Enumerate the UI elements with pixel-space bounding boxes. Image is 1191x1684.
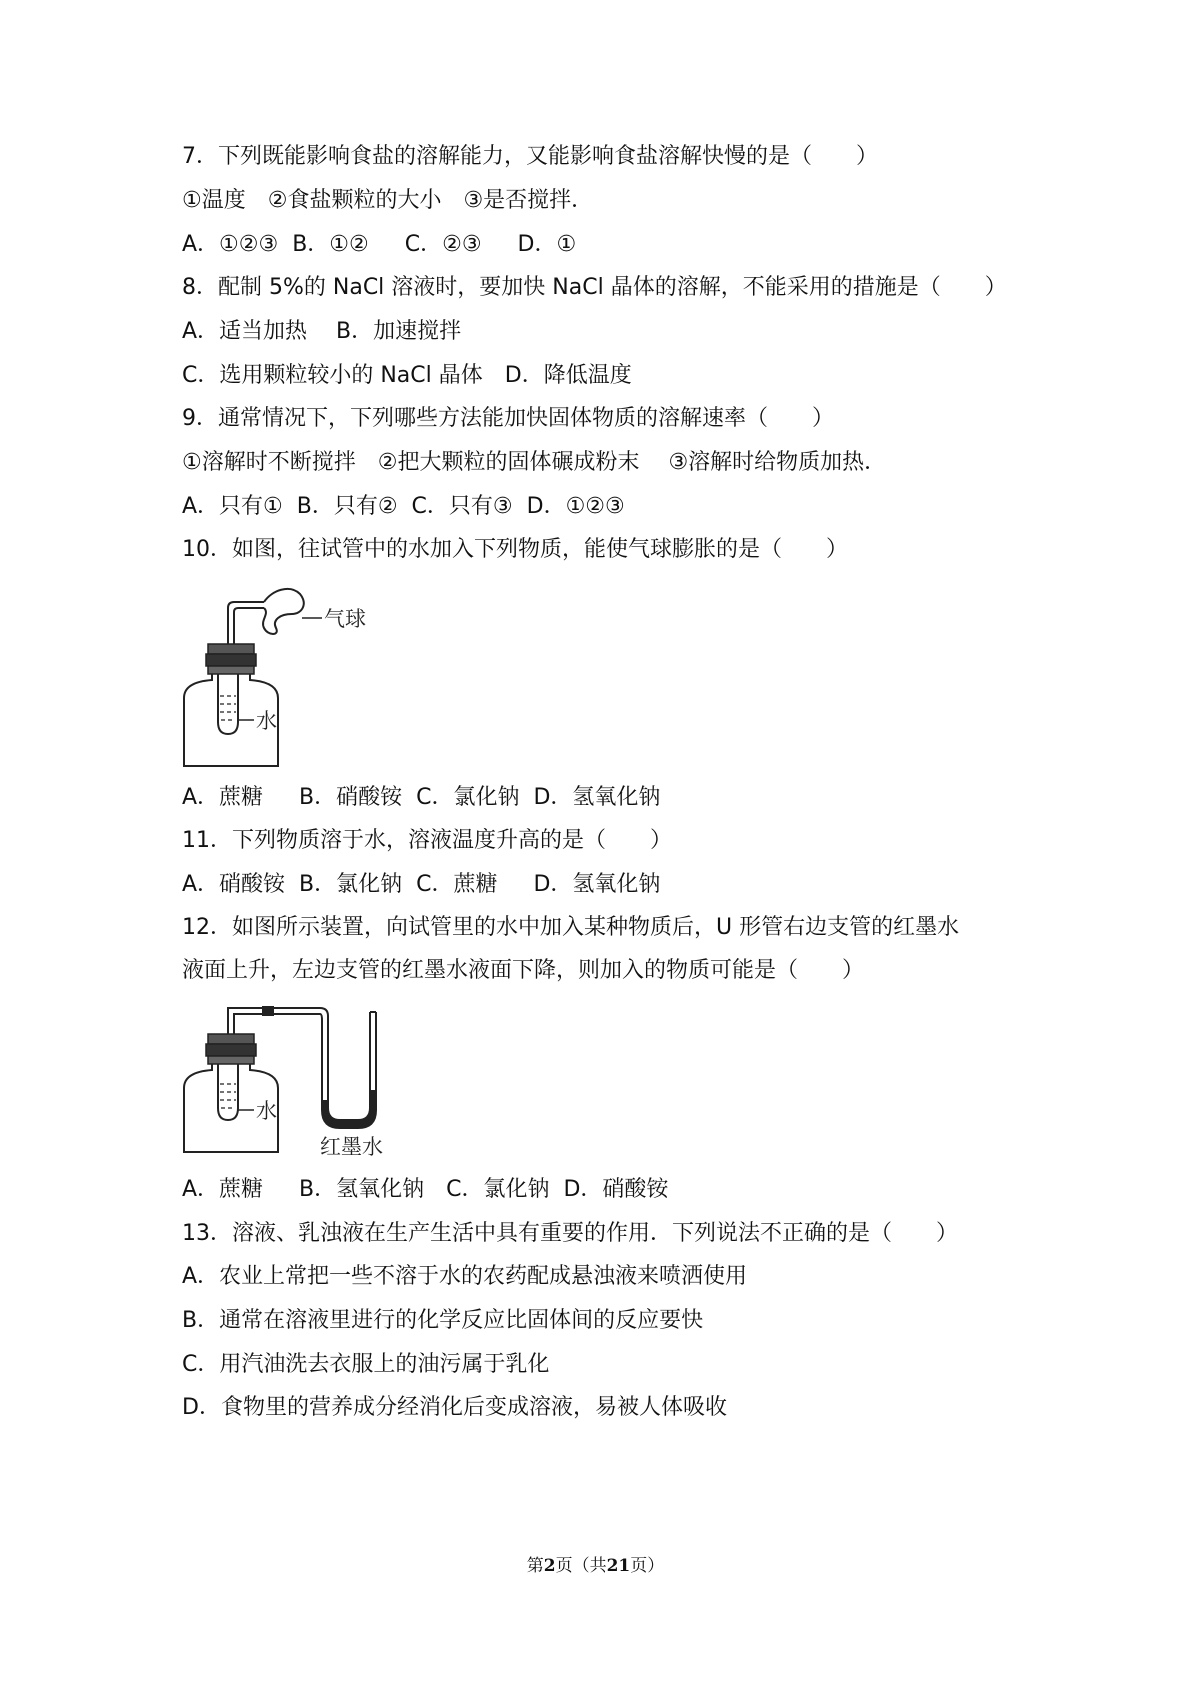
- q13-option-d: D．食物里的营养成分经消化后变成溶液，易被人体吸收: [182, 1395, 727, 1420]
- footer-prefix: 第: [526, 1556, 544, 1576]
- q8-stem: 8．配制 5%的 NaCl 溶液时，要加快 NaCl 晶体的溶解，不能采用的措施是（ ）: [182, 275, 1007, 300]
- q12-water-label: 水: [256, 1099, 277, 1123]
- q12-stem-line2: 液面上升，左边支管的红墨水液面下降，则加入的物质可能是（ ）: [182, 958, 865, 983]
- q12-options: A．蔗糖 B．氢氧化钠 C．氯化钠 D．硝酸铵: [182, 1177, 669, 1202]
- q13-stem: 13．溶液、乳浊液在生产生活中具有重要的作用．下列说法不正确的是（ ）: [182, 1221, 958, 1246]
- q13-option-c: C．用汽油洗去衣服上的油污属于乳化: [182, 1352, 550, 1377]
- q9-items: ①溶解时不断搅拌 ②把大颗粒的固体碾成粉末 ③溶解时给物质加热．: [182, 450, 887, 475]
- q11-options: A．硝酸铵 B．氯化钠 C．蔗糖 D．氢氧化钠: [182, 872, 661, 897]
- q8-options-cd: C．选用颗粒较小的 NaCl 晶体 D．降低温度: [182, 363, 632, 388]
- q9-stem: 9．通常情况下，下列哪些方法能加快固体物质的溶解速率（ ）: [182, 406, 834, 431]
- q10-figure-flask-balloon: [180, 580, 410, 780]
- q8-options-ab: A．适当加热 B．加速搅拌: [182, 319, 462, 344]
- q12-figure-u-tube: [180, 1000, 420, 1160]
- q7-options: A．①②③ B．①② C．②③ D．①: [182, 232, 577, 257]
- q7-items: ①温度 ②食盐颗粒的大小 ③是否搅拌．: [182, 188, 594, 213]
- q13-option-b: B．通常在溶液里进行的化学反应比固体间的反应要快: [182, 1308, 704, 1333]
- page-footer: [0, 1551, 1191, 1576]
- q10-stem: 10．如图，往试管中的水加入下列物质，能使气球膨胀的是（ ）: [182, 537, 848, 562]
- footer-suffix: 页）: [630, 1556, 665, 1576]
- q10-options: A．蔗糖 B．硝酸铵 C．氯化钠 D．氢氧化钠: [182, 785, 661, 810]
- q7-stem: 7．下列既能影响食盐的溶解能力，又能影响食盐溶解快慢的是（ ）: [182, 144, 878, 169]
- q10-water-label: 水: [256, 709, 277, 733]
- q12-stem-line1: 12．如图所示装置，向试管里的水中加入某种物质后，U 形管右边支管的红墨水: [182, 915, 960, 940]
- q11-stem: 11．下列物质溶于水，溶液温度升高的是（ ）: [182, 828, 672, 853]
- q13-option-a: A．农业上常把一些不溶于水的农药配成悬浊液来喷洒使用: [182, 1264, 748, 1289]
- footer-total-pages: 21: [606, 1556, 631, 1576]
- q10-balloon-label: 气球: [324, 607, 366, 631]
- q12-ink-label: 红墨水: [320, 1135, 383, 1159]
- footer-middle: 页（共: [555, 1556, 607, 1576]
- q9-options: A．只有① B．只有② C．只有③ D．①②③: [182, 494, 625, 519]
- footer-page-number: 2: [543, 1556, 556, 1576]
